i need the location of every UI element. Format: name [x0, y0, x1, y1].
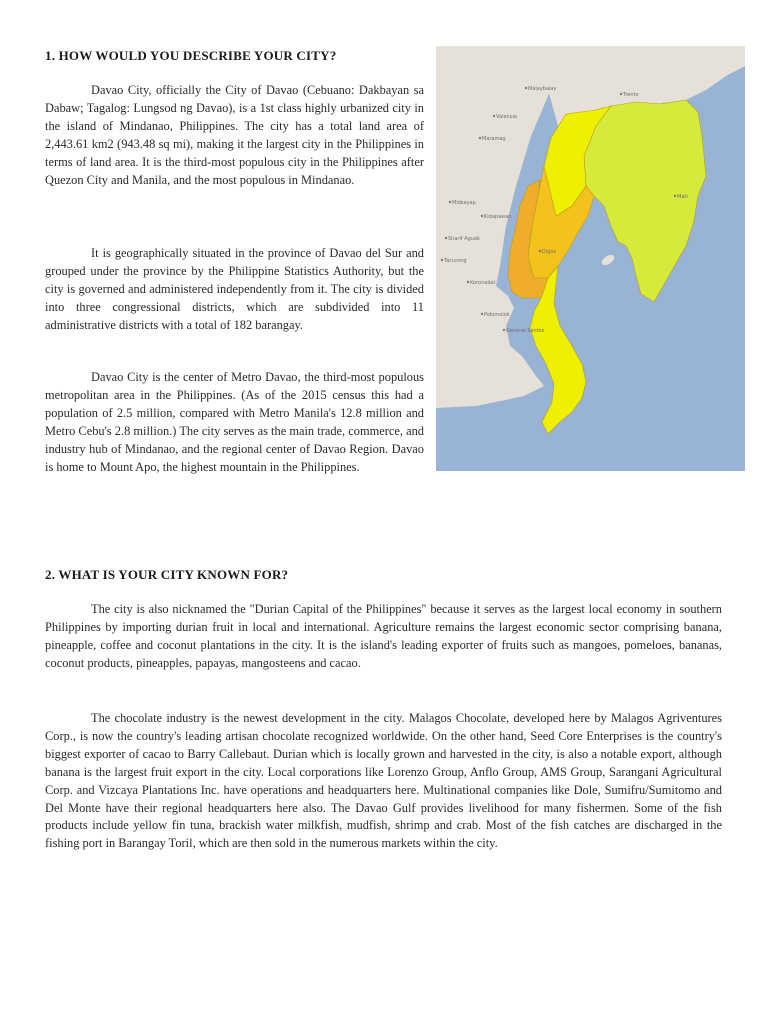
section-1-heading: 1. HOW WOULD YOU DESCRIBE YOUR CITY?: [45, 48, 337, 63]
map-label: Malaybalay: [528, 86, 557, 92]
section-2-heading: 2. WHAT IS YOUR CITY KNOWN FOR?: [45, 567, 289, 582]
map-svg: [436, 46, 745, 471]
section-1-paragraph-3: Davao City is the center of Metro Davao, the third-most populous metropolitan area in the Philippines. (As of the 2015 census this had a population of 2.5 million, compared with Metro Manila's 12.8 million and Metro Cebu's 2.8 million.) The city serves as the main trade, commerce, and industry hub of Mindanao, and the regional center of Davao Region. Davao is home to Mount Apo, the highest mountain in the Philippines.: [45, 370, 424, 474]
map-label: Polomolok: [484, 312, 510, 318]
section-1-paragraph-1: Davao City, officially the City of Davao (Cebuano: Dakbayan sa Dabaw; Tagalog: Lungsod ng Davao), is a 1st class highly urbanized city in the island of Mindanao, Philippines. The city has a total land area of 2,443.61 km2 (943.48 sq mi), making it the largest city in the Philippines in terms of land area. It is the third-most populous city in the Philippines after Quezon City and Manila, and the most populous in Mindanao.: [45, 83, 424, 187]
map-label: Midsayap: [452, 200, 476, 206]
section-2-paragraph-2: The chocolate industry is the newest development in the city. Malagos Chocolate, developed here by Malagos Agriventures Corp., is now the country's leading artisan chocolate recognized worldwide. On the other hand, Seed Core Enterprises is the country's biggest exporter of cacao to Barry Callebaut. Durian which is locally grown and harvested in the city, is also a notable export, although banana is the largest fruit export in the city. Local corporations like Lorenzo Group, Anflo Group, AMS Group, Sarangani Agricultural Corp. and Vizcaya Plantations Inc. have operations and headquarters here. Multinational companies like Dole, Sumifru/Sumitomo and Del Monte have their regional headquarters here also. The Davao Gulf provides livelihood for many fishermen. Some of the fish products include yellow fin tuna, brackish water milkfish, mudfish, shrimp and crab. Most of the fish catches are discharged in the fishing port in Barangay Toril, which are then sold in the numerous markets within the city.: [45, 711, 722, 851]
map-label: Sharif Aguak: [448, 236, 480, 242]
section-1-paragraph-2: It is geographically situated in the province of Davao del Sur and grouped under the province by the Philippine Statistics Authority, but the city is governed and administered independently from it. The city is divided into three congressional districts, which are subdivided into 11 administrative districts with a total of 182 barangay.: [45, 246, 424, 332]
map-label: Maramag: [482, 136, 506, 142]
map-label: Tacurong: [444, 258, 467, 264]
map-label: Valencia: [496, 114, 517, 120]
section-2-paragraph-1: The city is also nicknamed the "Durian Capital of the Philippines" because it serves as the largest local economy in southern Philippines by importing durian fruit in local and international. Agriculture remains the largest economic sector comprising banana, pineapple, coffee and coconut plantations in the city. It is the island's leading exporter of fruits such as mangoes, pomeloes, bananas, coconut products, pineapples, papayas, mangosteens and cacao.: [45, 602, 722, 670]
map-label: General Santos: [506, 328, 545, 334]
map-label: Kidapawan: [484, 214, 512, 220]
davao-region-map: [436, 46, 745, 471]
map-label: Mati: [677, 194, 688, 200]
map-label: Digos: [542, 249, 557, 255]
map-label: Koronadal: [470, 280, 495, 286]
map-label: Trento: [623, 92, 639, 98]
